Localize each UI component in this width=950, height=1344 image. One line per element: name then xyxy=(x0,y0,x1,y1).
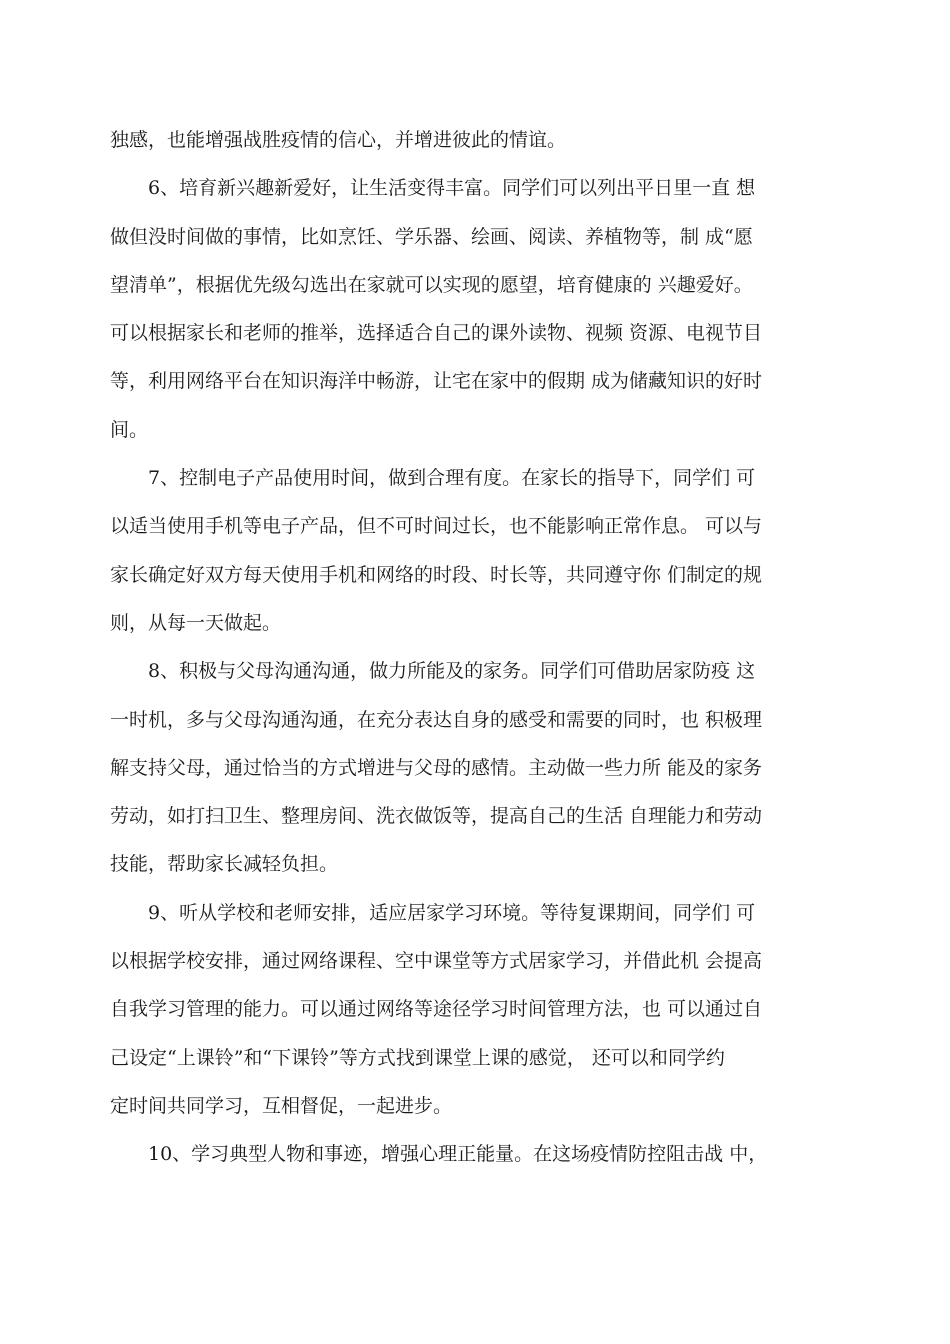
text-line: 以适当使用手机等电子产品，但不可时间过长，也不能影响正常作息。 可以与 xyxy=(110,515,763,538)
paragraph-9 xyxy=(110,889,845,1130)
text-line: 定时间共同学习，互相督促，一起进步。 xyxy=(110,1094,453,1117)
text-line: 7、控制电子产品使用时间，做到合理有度。在家长的指导下，同学们 可 xyxy=(148,467,756,490)
text-line: 劳动，如打扫卫生、整理房间、洗衣做饭等，提高自己的生活 自理能力和劳动 xyxy=(110,805,763,828)
text-line: 可以根据家长和老师的推举，选择适合自己的课外读物、视频 资源、电视节目 xyxy=(110,322,763,345)
paragraph-5-continuation xyxy=(110,116,845,164)
text-line: 一时机，多与父母沟通沟通，在充分表达自身的感受和需要的同时，也 积极理 xyxy=(110,708,763,731)
text-line: 己设定“上课铃”和“下课铃”等方式找到课堂上课的感觉， 还可以和同学约 xyxy=(110,1046,725,1069)
text-line: 独感，也能增强战胜疫情的信心，并增进彼此的情谊。 xyxy=(110,129,567,151)
text-line: 10、学习典型人物和事迹，增强心理正能量。在这场疫情防控阻击战 中， xyxy=(148,1143,768,1166)
text-line: 9、听从学校和老师安排，适应居家学习环境。等待复课期间，同学们 可 xyxy=(148,901,756,924)
paragraph-6 xyxy=(110,164,845,454)
text-line: 技能，帮助家长减轻负担。 xyxy=(110,853,339,876)
text-line: 8、积极与父母沟通沟通，做力所能及的家务。同学们可借助居家防疫 这 xyxy=(148,660,756,683)
document-body xyxy=(110,116,845,1179)
text-line: 以根据学校安排，通过网络课程、空中课堂等方式居家学习，并借此机 会提高 xyxy=(110,950,763,973)
paragraph-10 xyxy=(110,1130,845,1178)
text-line: 则，从每一天做起。 xyxy=(110,611,282,634)
text-line: 自我学习管理的能力。可以通过网络等途径学习时间管理方法，也 可以通过自 xyxy=(110,998,763,1021)
text-line: 望清单”，根据优先级勾选出在家就可以实现的愿望，培育健康的 兴趣爱好。 xyxy=(110,273,753,296)
text-line: 家长确定好双方每天使用手机和网络的时段、时长等，共同遵守你 们制定的规 xyxy=(110,563,763,586)
paragraph-7 xyxy=(110,454,845,647)
text-line: 解支持父母，通过恰当的方式增进与父母的感情。主动做一些力所 能及的家务 xyxy=(110,756,763,779)
text-line: 做但没时间做的事情，比如烹饪、学乐器、绘画、阅读、养植物等，制 成“愿 xyxy=(110,225,753,248)
text-line: 间。 xyxy=(110,418,149,441)
text-line: 6、培育新兴趣新爱好，让生活变得丰富。同学们可以列出平日里一直 想 xyxy=(148,177,756,200)
text-line: 等，利用网络平台在知识海洋中畅游，让宅在家中的假期 成为储藏知识的好时 xyxy=(110,370,763,393)
paragraph-8 xyxy=(110,647,845,888)
